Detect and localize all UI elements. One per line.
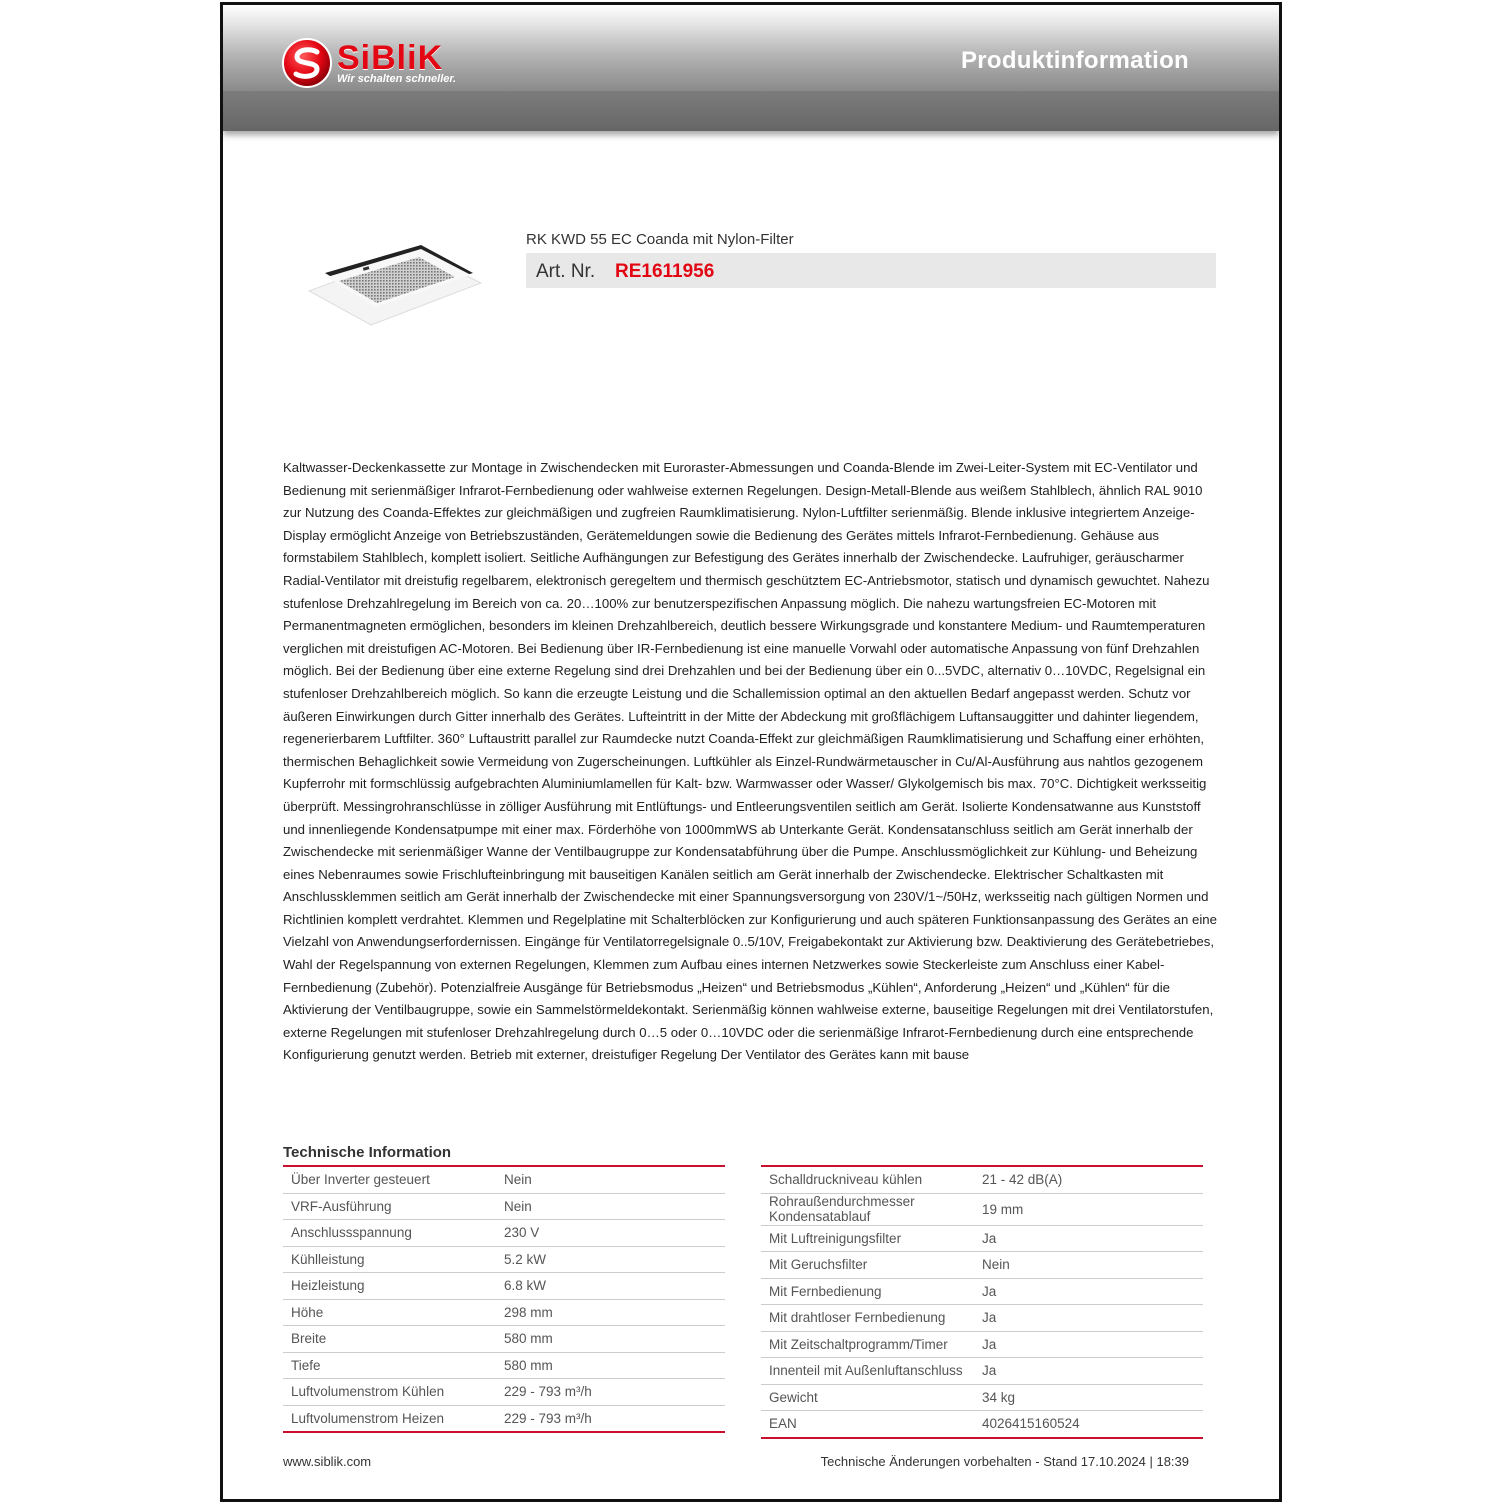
spec-value: 6.8 kW	[496, 1273, 725, 1300]
spec-label: Luftvolumenstrom Heizen	[283, 1405, 496, 1432]
table-row	[283, 1379, 725, 1406]
spec-value: Ja	[974, 1225, 1203, 1252]
article-number-label: Art. Nr.	[536, 261, 596, 282]
spec-value: Ja	[974, 1305, 1203, 1332]
table-row	[283, 1193, 725, 1220]
siblik-logo-icon	[281, 37, 333, 89]
spec-label: Mit Geruchsfilter	[761, 1252, 974, 1279]
tech-table-right	[761, 1165, 1203, 1439]
table-row	[761, 1411, 1203, 1438]
page-header	[223, 5, 1279, 131]
brand-logo	[281, 37, 541, 97]
spec-label: Mit drahtloser Fernbedienung	[761, 1305, 974, 1332]
spec-label: Rohraußendurchmesser Kondensatablauf	[761, 1193, 974, 1225]
spec-label: Höhe	[283, 1299, 496, 1326]
table-row	[283, 1246, 725, 1273]
spec-label: Gewicht	[761, 1384, 974, 1411]
spec-label: Kühlleistung	[283, 1246, 496, 1273]
spec-value: Nein	[974, 1252, 1203, 1279]
spec-value: Nein	[496, 1166, 725, 1193]
spec-value: 229 - 793 m³/h	[496, 1405, 725, 1432]
table-row	[761, 1358, 1203, 1385]
spec-label: Anschlussspannung	[283, 1220, 496, 1247]
table-row	[283, 1273, 725, 1300]
tech-info-title: Technische Information	[283, 1144, 452, 1161]
spec-value: Ja	[974, 1278, 1203, 1305]
table-row	[761, 1225, 1203, 1252]
table-row	[761, 1331, 1203, 1358]
spec-value: 298 mm	[496, 1299, 725, 1326]
spec-label: Tiefe	[283, 1352, 496, 1379]
spec-value: 580 mm	[496, 1352, 725, 1379]
spec-label: Heizleistung	[283, 1273, 496, 1300]
table-row	[283, 1326, 725, 1353]
table-row	[761, 1252, 1203, 1279]
spec-value: 230 V	[496, 1220, 725, 1247]
table-row	[283, 1299, 725, 1326]
spec-value: 34 kg	[974, 1384, 1203, 1411]
table-row	[761, 1305, 1203, 1332]
spec-value: Nein	[496, 1193, 725, 1220]
table-row	[761, 1278, 1203, 1305]
footer-website-link[interactable]: www.siblik.com	[283, 1454, 372, 1469]
table-row	[283, 1405, 725, 1432]
spec-label: VRF-Ausführung	[283, 1193, 496, 1220]
spec-label: Mit Luftreinigungsfilter	[761, 1225, 974, 1252]
spec-label: Luftvolumenstrom Kühlen	[283, 1379, 496, 1406]
table-row	[761, 1193, 1203, 1225]
brand-name: SiBliK	[337, 39, 444, 77]
spec-label: Mit Zeitschaltprogramm/Timer	[761, 1331, 974, 1358]
product-name: RK KWD 55 EC Coanda mit Nylon-Filter	[526, 231, 794, 248]
spec-label: Über Inverter gesteuert	[283, 1166, 496, 1193]
spec-value: Ja	[974, 1358, 1203, 1385]
page-title: Produktinformation	[960, 47, 1189, 74]
footer-note: Technische Änderungen vorbehalten - Stand 17.10.2024 | 18:39	[820, 1454, 1189, 1469]
article-number-bar	[526, 253, 1216, 288]
table-row	[283, 1166, 725, 1193]
table-row	[761, 1384, 1203, 1411]
tech-table-left	[283, 1165, 725, 1433]
spec-label: Mit Fernbedienung	[761, 1278, 974, 1305]
table-row	[283, 1220, 725, 1247]
spec-value: Ja	[974, 1331, 1203, 1358]
product-description: Kaltwasser-Deckenkassette zur Montage in Zwischendecken mit Euroraster-Abmessungen und Coanda-Blende im Zwei-Leiter-System mit EC-Ventilator und Bedienung mit serienmäßiger Infrarot-Fernbedienung oder wahlweise externen Regelungen. Design-Metall-Blende aus weißem Stahlblech, ähnlich RAL 9010 zur Nutzung des Coanda-Effektes zur gleichmäßigen und zugfreien Raumklimatisierung. Nylon-Luftfilter serienmäßig. Blende inklusive integriertem Anzeige-Display ermöglicht Anzeige von Betriebszuständen, Gerätemeldungen sowie die Bedienung des Gerätes mittels Infrarot-Fernbedienung. Gehäuse aus formstabilem Stahlblech, komplett isoliert. Seitliche Aufhängungen zur Befestigung des Gerätes innerhalb der Zwischendecke. Laufruhiger, geräuscharmer Radial-Ventilator mit dreistufig regelbarem, elektronisch geregeltem und thermisch geschütztem EC-Antriebsmotor, statisch und dynamisch gewuchtet. Nahezu stufenlose Drehzahlregelung im Bereich von ca. 20…100% zur benutzerspezifischen Anpassung möglich. Die nahezu wartungsfreien EC-Motoren mit Permanentmagneten ermöglichen, besonders im kleinen Drehzahlbereich, deutlich bessere Wirkungsgrade und konstantere Medium- und Raumtemperaturen verglichen mit dreistufigen AC-Motoren. Bei Bedienung über IR-Fernbedienung ist eine manuelle Vorwahl oder automatische Anpassung von fünf Drehzahlen möglich. Bei der Bedienung über eine externe Regelung sind drei Drehzahlen und bei der Bedienung über ein 0...5VDC, alternativ 0…10VDC, Regelsignal ein stufenloser Drehzahlbereich möglich. So kann die erzeugte Leistung und die Schallemission optimal an den aktuellen Bedarf angepasst werden. Schutz vor äußeren Einwirkungen durch Gitter innerhalb des Gerätes. Lufteintritt in der Mitte der Abdeckung mit großflächigem Luftansauggitter und dahinter liegendem, regenerierbarem Luftfilter. 360° Luftaustritt parallel zur Raumdecke nutzt Coanda-Effekt zur gleichmäßigen Raumklimatisierung und Schaffung einer erhöhten, thermischen Behaglichkeit sowie Vermeidung von Zugerscheinungen. Luftkühler als Einzel-Rundwärmetauscher in Cu/Al-Ausführung aus nahtlos gezogenem Kupferrohr mit formschlüssig aufgebrachten Aluminiumlamellen für Kalt- bzw. Warmwasser oder Wasser/ Glykolgemisch bis max. 70°C. Dichtigkeit werksseitig überprüft. Messingrohranschlüsse in zölliger Ausführung mit Entlüftungs- und Entleerungsventilen seitlich am Gerät. Isolierte Kondensatwanne aus Kunststoff und innenliegende Kondensatpumpe mit einer max. Förderhöhe von 1000mmWS ab Unterkante Gerät. Kondensatanschluss seitlich am Gerät innerhalb der Zwischendecke mit serienmäßiger Wanne der Ventilbaugruppe zur Kondensatabführung über die Pumpe. Anschlussmöglichkeit zur Kühlung- und Beheizung eines Nebenraumes sowie Frischlufteinbringung mit bauseitigen Kanälen seitlich am Gerät innerhalb der Zwischendecke. Elektrischer Schaltkasten mit Anschlussklemmen seitlich am Gerät innerhalb der Zwischendecke mit einer Spannungsversorgung von 230V/1~/50Hz, werksseitig nach gültigen Normen und Richtlinien komplett verdrahtet. Klemmen und Regelplatine mit Schalterblöcken zur Konfigurierung und auch späteren Funktionsanpassung des Gerätes an eine Vielzahl von Anwendungserfordernissen. Eingänge für Ventilatorregelsignale 0..5/10V, Freigabekontakt zur Aktivierung bzw. Deaktivierung des Gerätebetriebes, Wahl der Regelspannung von externen Regelungen, Klemmen zum Aufbau eines internen Netzwerkes sowie Steckerleiste zum Anschluss einer Kabel-Fernbedienung (Zubehör). Potenzialfreie Ausgänge für Betriebsmodus „Heizen“ und Betriebsmodus „Kühlen“, Anforderung „Heizen“ und „Kühlen“ für die Aktivierung der Ventilbaugruppe, sowie ein Sammelstörmeldekontakt. Serienmäßig können wahlweise externe, bauseitige Regelungen mit drei Ventilatorstufen, externe Regelungen mit stufenloser Drehzahlregelung durch 0…5 oder 0…10VDC oder die serienmäßige Infrarot-Fernbedienung durch eine entsprechende Konfigurierung genutzt werden. Betrieb mit externer, dreistufiger Regelung Der Ventilator des Gerätes kann mit bause	[283, 460, 1217, 1063]
ceiling-cassette-icon	[305, 241, 485, 327]
spec-value: 19 mm	[974, 1193, 1203, 1225]
header-band	[223, 91, 1279, 131]
spec-label: Innenteil mit Außenluftanschluss	[761, 1358, 974, 1385]
article-number-value: RE1611956	[615, 261, 715, 282]
spec-label: Breite	[283, 1326, 496, 1353]
table-row	[283, 1352, 725, 1379]
datasheet-page	[220, 2, 1282, 1502]
table-row	[761, 1166, 1203, 1193]
spec-value: 5.2 kW	[496, 1246, 725, 1273]
spec-value: 580 mm	[496, 1326, 725, 1353]
spec-value: 4026415160524	[974, 1411, 1203, 1438]
spec-value: 21 - 42 dB(A)	[974, 1166, 1203, 1193]
brand-tagline: Wir schalten schneller.	[337, 73, 457, 85]
spec-label: EAN	[761, 1411, 974, 1438]
spec-label: Schalldruckniveau kühlen	[761, 1166, 974, 1193]
spec-value: 229 - 793 m³/h	[496, 1379, 725, 1406]
